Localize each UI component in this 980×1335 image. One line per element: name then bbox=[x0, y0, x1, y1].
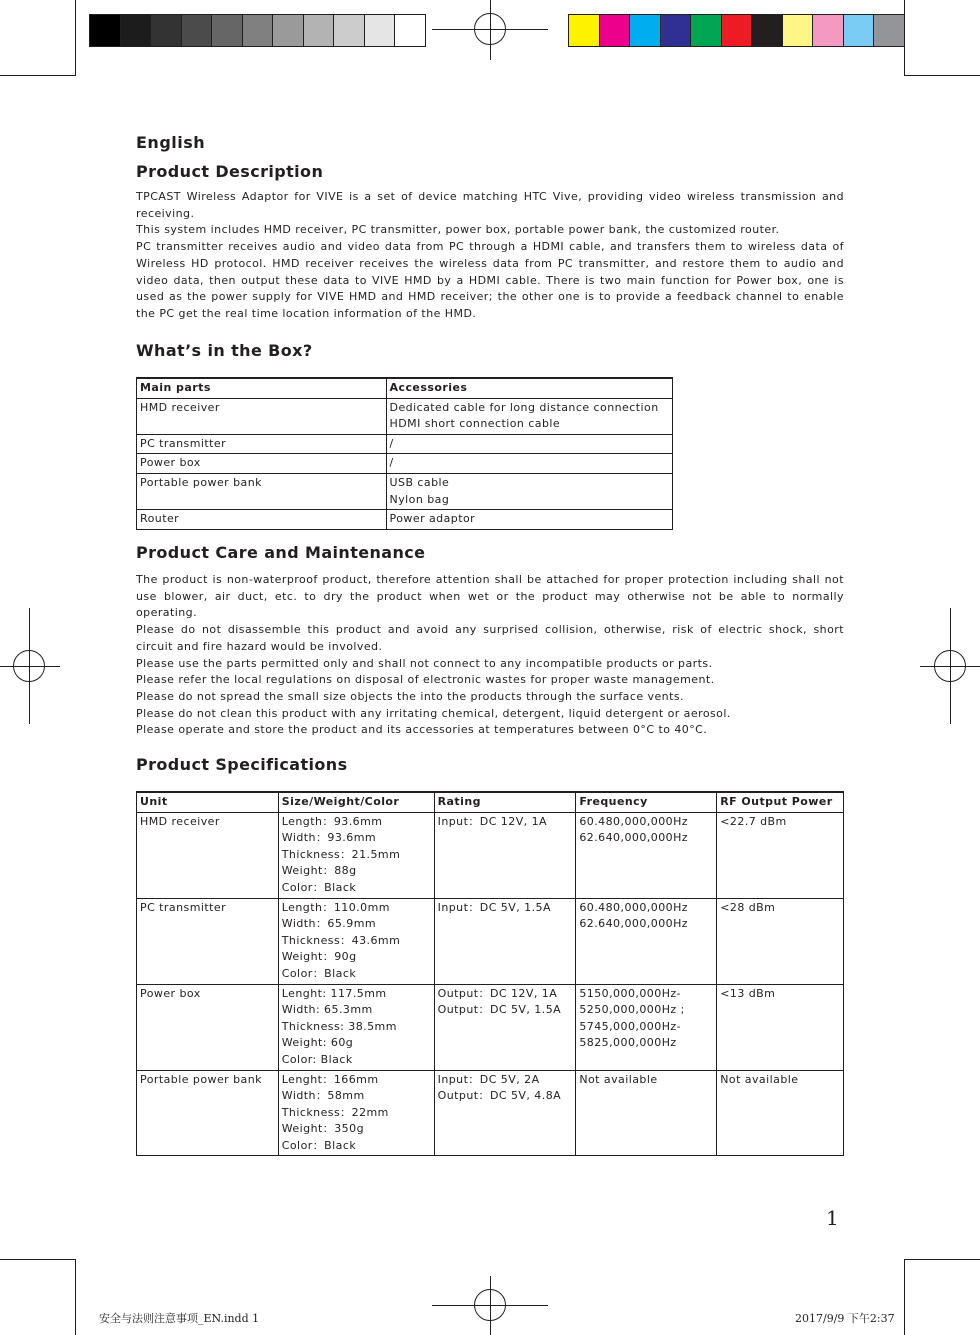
whats-in-box-heading: What’s in the Box? bbox=[136, 341, 313, 360]
accessories-cell bbox=[386, 398, 672, 434]
size-weight-color-cell bbox=[278, 1070, 434, 1156]
rating-cell bbox=[434, 1070, 576, 1156]
unit-cell: Portable power bank bbox=[137, 1070, 279, 1156]
table-row bbox=[137, 984, 844, 1070]
gray-swatch bbox=[151, 15, 182, 46]
cell-line: 5825,000,000Hz bbox=[579, 1036, 677, 1050]
registration-mark-right bbox=[934, 650, 966, 682]
specifications-table bbox=[136, 791, 844, 1156]
cell-line: Not available bbox=[579, 1072, 658, 1086]
cell-line: Thickness：21.5mm bbox=[281, 847, 401, 861]
cell-line: Color：Black bbox=[281, 880, 357, 894]
cell-line: Output：DC 5V, 1.5A bbox=[437, 1003, 562, 1017]
cell-line: Input：DC 12V, 1A bbox=[437, 814, 547, 828]
accessories-cell bbox=[386, 473, 672, 509]
cell-line: 62.640,000,000Hz bbox=[579, 917, 689, 931]
main-part-cell: Power box bbox=[137, 454, 387, 474]
crop-mark-top-left-v bbox=[75, 0, 76, 76]
cell-line: Input：DC 5V, 1.5A bbox=[437, 900, 551, 914]
cell-line: Thickness: 38.5mm bbox=[281, 1019, 397, 1033]
accessories-cell bbox=[386, 510, 672, 530]
care-paragraph: The product is non-waterproof product, therefore attention shall be attached for proper protection including shall not use blower, air duct, etc. to dry the product when wet or the product may otherwise not be able to normally operating. bbox=[136, 573, 844, 620]
cell-line: Weight：88g bbox=[281, 864, 357, 878]
registration-mark-top bbox=[474, 13, 506, 45]
crop-mark-bottom-right-v bbox=[904, 1259, 905, 1335]
cell-line: Width: 65.3mm bbox=[281, 1003, 373, 1017]
cell-line: Lenght：166mm bbox=[281, 1072, 379, 1086]
frequency-cell bbox=[576, 984, 717, 1070]
color-swatch bbox=[722, 15, 753, 46]
main-part-cell: HMD receiver bbox=[137, 398, 387, 434]
unit-cell: Power box bbox=[137, 984, 279, 1070]
footer-file-name: 安全与法则注意事项_EN.indd 1 bbox=[99, 1312, 260, 1325]
cell-line: USB cable bbox=[389, 475, 450, 489]
header-unit: Unit bbox=[137, 792, 279, 812]
care-paragraph: Please operate and store the product and its accessories at temperatures between 0°C to 40°C. bbox=[136, 723, 708, 737]
grayscale-calibration-bar bbox=[89, 14, 426, 47]
rf-output-power-cell: <13 dBm bbox=[717, 984, 844, 1070]
cell-line: Width：65.9mm bbox=[281, 917, 377, 931]
header-frequency: Frequency bbox=[576, 792, 717, 812]
cell-line: Weight: 60g bbox=[281, 1036, 354, 1050]
product-care-heading: Product Care and Maintenance bbox=[136, 543, 426, 562]
cell-line: 5150,000,000Hz- bbox=[579, 986, 682, 1000]
gray-swatch bbox=[273, 15, 304, 46]
table-row bbox=[137, 398, 673, 434]
description-paragraph: This system includes HMD receiver, PC transmitter, power box, portable power bank, the customized router. bbox=[136, 223, 780, 237]
crop-mark-top-right-h bbox=[904, 75, 980, 76]
gray-swatch bbox=[395, 15, 425, 46]
table-row bbox=[137, 898, 844, 984]
cell-line: Input：DC 5V, 2A bbox=[437, 1072, 540, 1086]
unit-cell: HMD receiver bbox=[137, 812, 279, 898]
cell-line: Thickness：43.6mm bbox=[281, 933, 401, 947]
cell-line: Color：Black bbox=[281, 966, 357, 980]
frequency-cell bbox=[576, 812, 717, 898]
header-rating: Rating bbox=[434, 792, 576, 812]
cell-line: HDMI short connection cable bbox=[389, 417, 561, 431]
product-description-text bbox=[136, 189, 844, 323]
color-swatch bbox=[874, 15, 904, 46]
cell-line: Length：110.0mm bbox=[281, 900, 390, 914]
care-paragraph: Please do not disassemble this product and avoid any surprised collision, otherwise, risk of electric shock, short circuit and fire hazard would be involved. bbox=[136, 623, 844, 653]
accessories-cell bbox=[386, 434, 672, 454]
care-paragraph: Please refer the local regulations on disposal of electronic wastes for proper waste management. bbox=[136, 673, 715, 687]
care-paragraph: Please use the parts permitted only and shall not connect to any incompatible products or parts. bbox=[136, 656, 713, 670]
table-row bbox=[137, 1070, 844, 1156]
rf-output-power-cell: <22.7 dBm bbox=[717, 812, 844, 898]
registration-mark-bottom bbox=[474, 1289, 506, 1321]
rf-output-power-cell: Not available bbox=[717, 1070, 844, 1156]
table-header-row bbox=[137, 792, 844, 812]
cell-line: 60.480,000,000Hz bbox=[579, 900, 689, 914]
cell-line: Lenght: 117.5mm bbox=[281, 986, 387, 1000]
cell-line: Width：58mm bbox=[281, 1089, 365, 1103]
care-paragraph: Please do not clean this product with any irritating chemical, detergent, liquid detergent or aerosol. bbox=[136, 706, 731, 720]
cell-line: / bbox=[389, 456, 394, 470]
gray-swatch bbox=[90, 15, 121, 46]
unit-cell: PC transmitter bbox=[137, 898, 279, 984]
header-size-weight-color: Size/Weight/Color bbox=[278, 792, 434, 812]
header-rf-output-power: RF Output Power bbox=[717, 792, 844, 812]
crop-mark-bottom-left-v bbox=[75, 1259, 76, 1335]
table-row bbox=[137, 454, 673, 474]
gray-swatch bbox=[334, 15, 365, 46]
color-swatch bbox=[844, 15, 875, 46]
header-main-parts: Main parts bbox=[137, 378, 387, 398]
description-paragraph: TPCAST Wireless Adaptor for VIVE is a set of device matching HTC Vive, providing video wireless transmission and receiving. bbox=[136, 190, 844, 220]
footer-timestamp: 2017/9/9 下午2:37 bbox=[795, 1312, 895, 1325]
box-contents-table bbox=[136, 377, 673, 530]
gray-swatch bbox=[121, 15, 152, 46]
table-row bbox=[137, 434, 673, 454]
main-part-cell: PC transmitter bbox=[137, 434, 387, 454]
gray-swatch bbox=[212, 15, 243, 46]
rating-cell bbox=[434, 812, 576, 898]
cell-line: Weight：350g bbox=[281, 1122, 365, 1136]
color-swatch bbox=[600, 15, 631, 46]
header-accessories: Accessories bbox=[386, 378, 672, 398]
rating-cell bbox=[434, 984, 576, 1070]
cell-line: Thickness：22mm bbox=[281, 1105, 389, 1119]
cell-line: Nylon bag bbox=[389, 492, 450, 506]
cell-line: Color: Black bbox=[281, 1052, 353, 1066]
frequency-cell bbox=[576, 898, 717, 984]
size-weight-color-cell bbox=[278, 812, 434, 898]
main-part-cell: Router bbox=[137, 510, 387, 530]
product-specifications-heading: Product Specifications bbox=[136, 755, 348, 774]
cell-line: 5250,000,000Hz ; bbox=[579, 1003, 685, 1017]
cell-line: 5745,000,000Hz- bbox=[579, 1019, 682, 1033]
cell-line: 62.640,000,000Hz bbox=[579, 831, 689, 845]
color-calibration-bar bbox=[568, 14, 905, 47]
table-row bbox=[137, 473, 673, 509]
cell-line: Length：93.6mm bbox=[281, 814, 383, 828]
color-swatch bbox=[783, 15, 814, 46]
size-weight-color-cell bbox=[278, 984, 434, 1070]
crop-mark-top-right-v bbox=[904, 0, 905, 76]
care-paragraph: Please do not spread the small size objects the into the products through the surface vents. bbox=[136, 689, 684, 703]
cell-line: / bbox=[389, 436, 394, 450]
product-description-heading: Product Description bbox=[136, 162, 324, 181]
gray-swatch bbox=[243, 15, 274, 46]
rf-output-power-cell: <28 dBm bbox=[717, 898, 844, 984]
frequency-cell bbox=[576, 1070, 717, 1156]
cell-line: 60.480,000,000Hz bbox=[579, 814, 689, 828]
main-part-cell: Portable power bank bbox=[137, 473, 387, 509]
table-row bbox=[137, 510, 673, 530]
gray-swatch bbox=[182, 15, 213, 46]
color-swatch bbox=[630, 15, 661, 46]
cell-line: Width：93.6mm bbox=[281, 831, 377, 845]
color-swatch bbox=[691, 15, 722, 46]
size-weight-color-cell bbox=[278, 898, 434, 984]
crop-mark-bottom-right-h bbox=[904, 1259, 980, 1260]
cell-line: Power adaptor bbox=[389, 512, 476, 526]
color-swatch bbox=[661, 15, 692, 46]
cell-line: Output：DC 12V, 1A bbox=[437, 986, 558, 1000]
cell-line: Output：DC 5V, 4.8A bbox=[437, 1089, 562, 1103]
gray-swatch bbox=[365, 15, 396, 46]
crop-mark-top-left-h bbox=[0, 75, 76, 76]
color-swatch bbox=[752, 15, 783, 46]
color-swatch bbox=[813, 15, 844, 46]
table-row bbox=[137, 812, 844, 898]
table-header-row bbox=[137, 378, 673, 398]
registration-mark-left bbox=[13, 650, 45, 682]
page-number: 1 bbox=[826, 1206, 839, 1230]
description-paragraph: PC transmitter receives audio and video data from PC through a HDMI cable, and transfers them to wireless data of Wireless HD protocol. HMD receiver receives the wireless data from PC transmitter, and restore them to audio and video data, then output these data to VIVE HMD by a HDMI cable. There is two main function for Power box, one is used as the power supply for VIVE HMD and HMD receiver; the other one is to provide a feedback channel to enable the PC get the real time location information of the HMD. bbox=[136, 240, 844, 320]
crop-mark-bottom-left-h bbox=[0, 1259, 76, 1260]
product-care-text bbox=[136, 572, 844, 739]
cell-line: Dedicated cable for long distance connection bbox=[389, 400, 659, 414]
rating-cell bbox=[434, 898, 576, 984]
language-label: English bbox=[136, 133, 206, 152]
color-swatch bbox=[569, 15, 600, 46]
gray-swatch bbox=[304, 15, 335, 46]
accessories-cell bbox=[386, 454, 672, 474]
cell-line: Color：Black bbox=[281, 1138, 357, 1152]
cell-line: Weight：90g bbox=[281, 950, 357, 964]
